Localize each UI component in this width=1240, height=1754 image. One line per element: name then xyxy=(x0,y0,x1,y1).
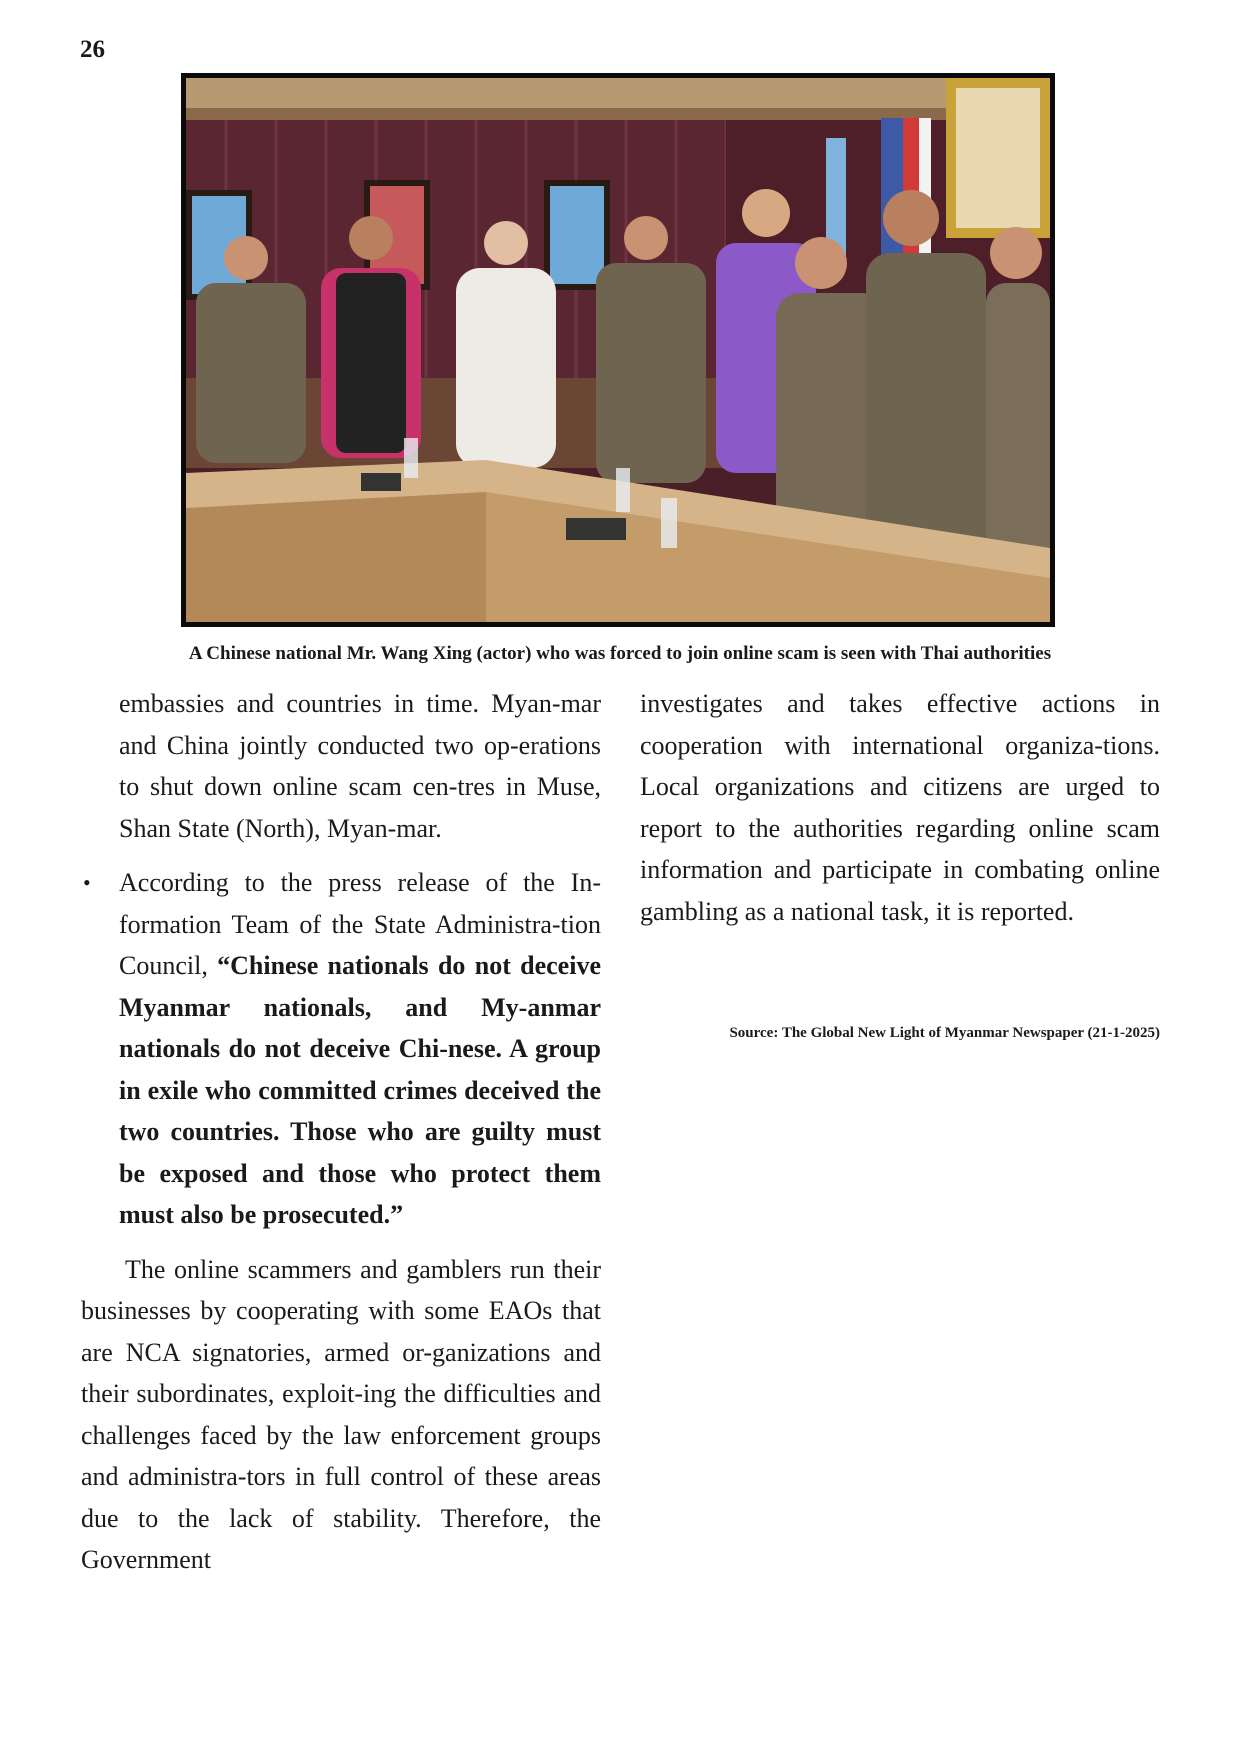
news-photo xyxy=(181,73,1055,627)
source-citation: Source: The Global New Light of Myanmar Newspaper (21-1-2025) xyxy=(729,1025,1160,1041)
body-paragraph: The online scammers and gamblers run their businesses by cooperating with some EAOs that are NCA signatories, armed or-ganizations and their subordinates, exploit-ing the difficulties and challenges faced by the law enforcement groups and administra-tors in full control of these areas due to the lack of stability. Therefore, the Government xyxy=(81,1254,601,1574)
bullet-quote-text: “Chinese nationals do not deceive Myanmar nationals, and My-anmar nationals do not deceive Chi-nese. A group in exile who committed crimes deceived the two countries. Those who are guilty must be exposed and those who protect them must also be prosecuted.” xyxy=(119,951,601,1229)
news-photo-illustration xyxy=(186,78,1050,622)
bullet-item xyxy=(81,862,601,1236)
right-paragraph: investigates and takes effective actions in cooperation with international organiza-tions. Local organizations and citizens are urged to report to the authorities regarding online scam information and participate in combating online gambling as a national task, it is reported. xyxy=(640,689,1160,926)
bullet-dot-icon: • xyxy=(83,870,91,895)
right-column xyxy=(640,683,1160,932)
continuation-paragraph: embassies and countries in time. Myan-mar and China jointly conducted two op-erations to shut down online scam cen-tres in Muse, Shan State (North), Myan-mar. xyxy=(119,689,601,843)
bullet-paragraph xyxy=(119,862,601,1236)
left-column xyxy=(81,683,601,1581)
page-number: 26 xyxy=(80,36,105,63)
photo-caption: A Chinese national Mr. Wang Xing (actor) who was forced to join online scam is seen with Thai authorities xyxy=(188,643,1052,664)
bullet-intro-text: According to the press release of the In-formation Team of the State Administra-tion Council, xyxy=(119,868,601,980)
